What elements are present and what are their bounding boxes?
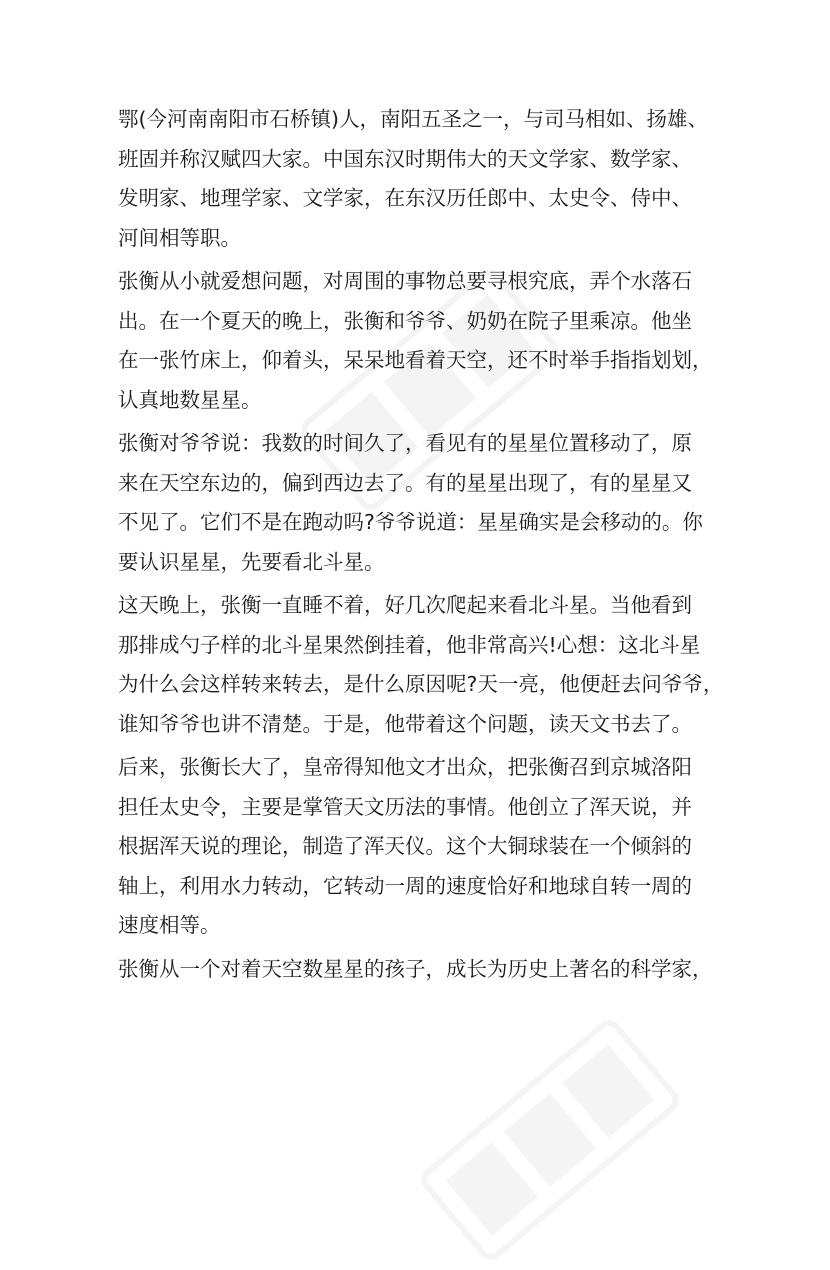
- paragraph-1: [118, 100, 718, 258]
- paragraph-5: [118, 748, 718, 946]
- text-line: 谁知爷爷也讲不清楚。于是，他带着这个问题，读天文书去了。: [118, 711, 692, 736]
- text-line: 为什么会这样转来转去，是什么原因呢?天一亮，他便赶去问爷爷，: [118, 672, 724, 696]
- text-line: 河间相等职。: [118, 225, 241, 250]
- text-line: 轴上，利用水力转动，它转动一周的速度恰好和地球自转一周的: [118, 873, 692, 898]
- text-line: 班固并称汉赋四大家。中国东汉时期伟大的天文学家、数学家、: [118, 146, 692, 171]
- text-line: 认真地数星星。: [118, 387, 262, 412]
- paragraph-2: [118, 262, 718, 420]
- text-line: 要认识星星，先要看北斗星。: [118, 549, 385, 574]
- text-line: 张衡对爷爷说：我数的时间久了，看见有的星星位置移动了，原: [118, 431, 692, 455]
- text-line: 发明家、地理学家、文学家，在东汉历任郎中、太史令、侍中、: [118, 186, 692, 210]
- paragraph-6: [118, 950, 718, 990]
- text-line: 出。在一个夏天的晚上，张衡和爷爷、奶奶在院子里乘凉。他坐: [118, 308, 692, 333]
- text-line: 张衡从小就爱想问题，对周围的事物总要寻根究底，弄个水落石: [118, 269, 692, 293]
- text-line: 速度相等。: [118, 913, 221, 937]
- text-line: 在一张竹床上，仰着头，呆呆地看着天空，还不时举手指指划划，: [118, 348, 713, 372]
- text-line: 不见了。它们不是在跑动吗?爷爷说道：星星确实是会移动的。你: [118, 510, 703, 534]
- text-line: 张衡从一个对着天空数星星的孩子，成长为历史上著名的科学家，: [118, 956, 713, 981]
- text-line: 那排成勺子样的北斗星果然倒挂着，他非常高兴!心想：这北斗星: [118, 632, 701, 657]
- text-line: 根据浑天说的理论，制造了浑天仪。这个大铜球装在一个倾斜的: [118, 834, 692, 858]
- text-line: 来在天空东边的，偏到西边去了。有的星星出现了，有的星星又: [118, 470, 692, 495]
- text-line: 这天晚上，张衡一直睡不着，好几次爬起来看北斗星。当他看到: [118, 593, 692, 617]
- paragraph-3: [118, 424, 718, 582]
- text-line: 担任太史令，主要是掌管天文历法的事情。他创立了浑天说，并: [118, 794, 692, 819]
- text-line: 鄂(今河南南阳市石桥镇)人，南阳五圣之一，与司马相如、扬雄、: [118, 107, 708, 131]
- text-line: 后来，张衡长大了，皇帝得知他文才出众，把张衡召到京城洛阳: [118, 755, 692, 779]
- paragraph-4: [118, 586, 724, 744]
- document-body: [118, 100, 724, 993]
- watermark-seal-icon-bottom: [412, 1010, 688, 1269]
